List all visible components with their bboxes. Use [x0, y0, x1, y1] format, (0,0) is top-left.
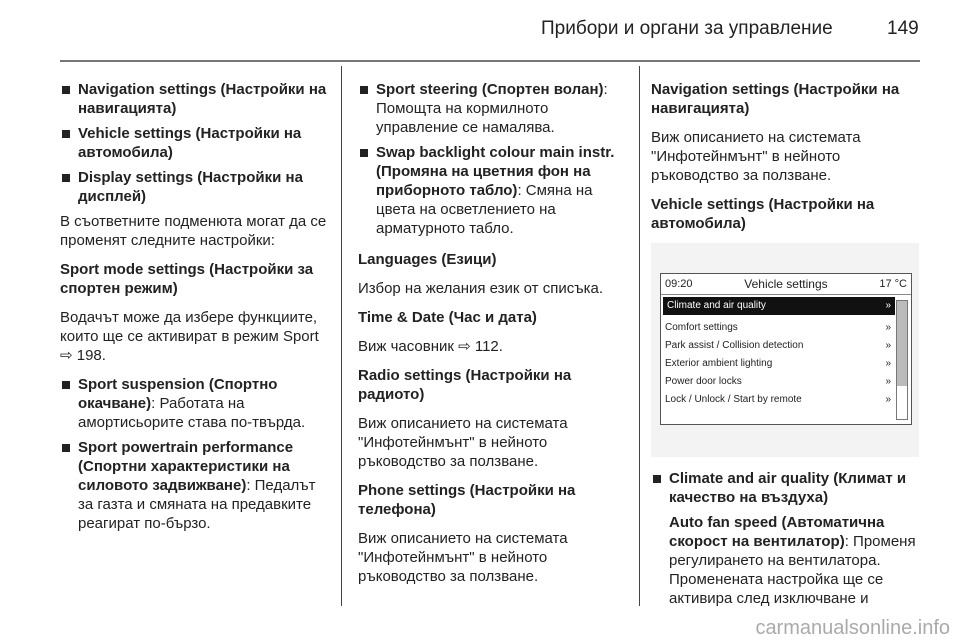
paragraph: Виж описанието на системата "Инфотейнмънт" в нейното ръководство за ползване.	[358, 530, 568, 585]
section-heading: Time & Date (Час и дата)	[358, 309, 537, 326]
paragraph: Виж описанието на системата "Инфотейнмънт" в нейното ръководство за ползване.	[358, 415, 568, 470]
section-heading: Radio settings (Настройки на радиото)	[358, 367, 572, 403]
list-item	[60, 375, 330, 432]
status-bar	[661, 274, 911, 295]
running-header: Прибори и органи за управление	[541, 18, 833, 39]
menu-item	[661, 355, 911, 373]
list-item	[358, 143, 628, 238]
chevron-right-icon: »	[885, 358, 891, 369]
item-text: : Педалът за газта и смяната на предавките реагират по-бързо.	[78, 477, 316, 532]
list-item	[651, 469, 926, 608]
paragraph: Виж описанието на системата "Инфотейнмънт" в нейното ръководство за ползване.	[651, 129, 861, 184]
screen-illustration	[651, 243, 919, 457]
chevron-right-icon: »	[885, 376, 891, 387]
scrollbar	[896, 300, 908, 420]
list-item	[60, 438, 330, 533]
menu-item-label: Park assist / Collision detection	[665, 340, 804, 351]
page-number: 149	[887, 18, 919, 39]
menu-item	[661, 319, 911, 337]
item-text: : Променя регулирането на вентилатора. Променената настройка ще се активира след изключване и	[669, 533, 916, 607]
item-title: Sport suspension (Спортно окачване)	[78, 376, 278, 412]
section-heading: Sport mode settings (Настройки за спортен режим)	[60, 261, 314, 297]
watermark: carmanualsonline.info	[755, 617, 950, 639]
chevron-right-icon: »	[885, 340, 891, 351]
item-text: : Помощта на кормилното управление се намалява.	[376, 81, 608, 136]
column-3	[651, 80, 926, 614]
section-heading: Phone settings (Настройки на телефона)	[358, 482, 576, 518]
column-1	[60, 80, 330, 539]
section-heading: Vehicle settings (Настройки на автомобила)	[651, 196, 875, 232]
list-item: Vehicle settings (Настройки на автомобила)	[60, 124, 330, 162]
scrollbar-thumb	[897, 301, 907, 386]
menu-item	[661, 391, 911, 409]
paragraph: Водачът може да избере функциите, които ще се активират в режим Sport ⇨ 198.	[60, 309, 319, 364]
list-item: Display settings (Настройки на дисплей)	[60, 168, 330, 206]
paragraph: Избор на желания език от списъка.	[358, 280, 603, 297]
item-title: Climate and air quality (Климат и качество на въздуха)	[669, 470, 907, 506]
menu-item-label: Power door locks	[665, 376, 742, 387]
header-rule	[60, 60, 920, 62]
list-item	[358, 80, 628, 137]
menu-item-label: Comfort settings	[665, 322, 738, 333]
menu-item	[661, 373, 911, 391]
item-text: : Смяна на цвета на осветлението на арматурното табло.	[376, 182, 593, 237]
menu-item	[661, 337, 911, 355]
chevron-right-icon: »	[885, 322, 891, 333]
paragraph: В съответните подменюта могат да се променят следните настройки:	[60, 213, 327, 249]
list-item: Navigation settings (Настройки на навигацията)	[60, 80, 330, 118]
menu-item-label: Lock / Unlock / Start by remote	[665, 394, 802, 405]
item-title: Sport powertrain performance (Спортни характеристики на силовото задвижване)	[78, 439, 294, 494]
chevron-right-icon: »	[885, 394, 891, 405]
item-title: Sport steering (Спортен волан)	[376, 81, 604, 98]
screen-title: Vehicle settings	[744, 277, 828, 291]
temperature: 17 °C	[879, 278, 907, 290]
column-divider	[639, 66, 640, 606]
column-divider	[341, 66, 342, 606]
item-title: Auto fan speed (Автоматична скорост на вентилатор)	[669, 514, 885, 550]
paragraph: Виж часовник ⇨ 112.	[358, 338, 503, 355]
display-screen	[660, 273, 912, 425]
menu-item	[663, 297, 895, 315]
item-title: Swap backlight colour main instr. (Промяна на цветния фон на приборното табло)	[376, 144, 615, 199]
menu-item-label: Exterior ambient lighting	[665, 358, 773, 369]
chevron-right-icon: »	[885, 300, 891, 311]
clock-time: 09:20	[665, 278, 693, 290]
section-heading: Navigation settings (Настройки на навигацията)	[651, 81, 900, 117]
menu-item-label: Climate and air quality	[667, 300, 766, 311]
item-text: : Работата на амортисьорите става по-твърда.	[78, 395, 306, 431]
column-2	[358, 80, 628, 596]
section-heading: Languages (Езици)	[358, 251, 497, 268]
